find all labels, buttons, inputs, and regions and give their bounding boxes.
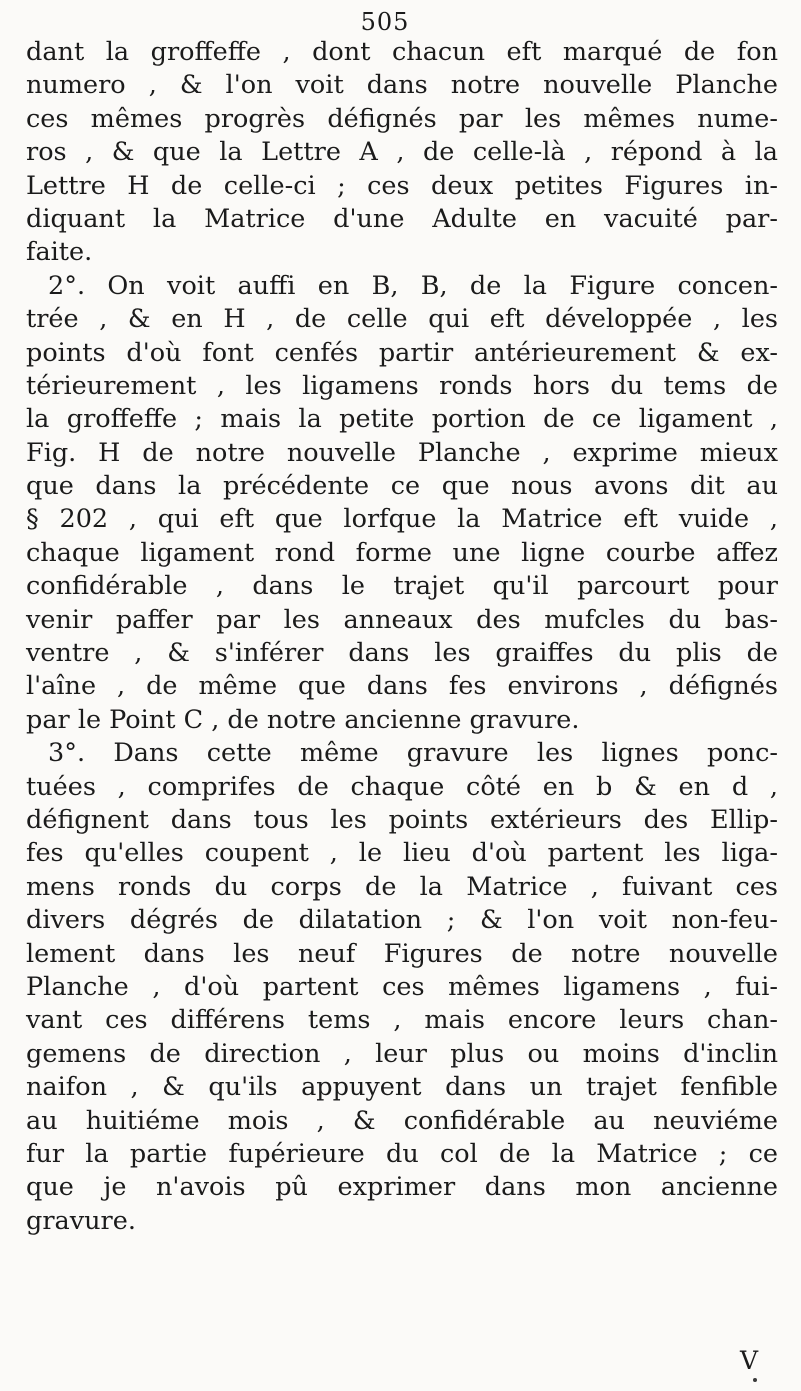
text-line: diquant la Matrice d'une Adulte en vacuité par- xyxy=(26,203,778,234)
text-line: Lettre H de celle-ci ; ces deux petites Figures in- xyxy=(26,170,778,201)
text-line: lement dans les neuf Figures de notre nouvelle xyxy=(26,938,778,969)
text-line: que dans la précédente ce que nous avons dit au xyxy=(26,471,778,502)
text-line: mens ronds du corps de la Matrice , fuivant ces xyxy=(26,871,778,902)
text-line: divers dégrés de dilatation ; & l'on voit non-feu- xyxy=(26,905,778,936)
text-line: que je n'avois pû exprimer dans mon ancienne xyxy=(26,1172,778,1203)
text-line: ventre , & s'inférer dans les graiffes du plis de xyxy=(26,638,778,669)
text-line: naifon , & qu'ils appuyent dans un trajet fenfible xyxy=(26,1072,778,1103)
text-line: chaque ligament rond forme une ligne courbe affez xyxy=(26,537,778,568)
text-line: confidérable , dans le trajet qu'il parcourt pour xyxy=(26,571,778,602)
text-line: ros , & que la Lettre A , de celle-là , répond à la xyxy=(26,137,778,168)
ink-dot xyxy=(753,1378,757,1382)
body-text xyxy=(26,36,778,1238)
text-line: 2°. On voit auffi en B, B, de la Figure concen- xyxy=(48,270,778,301)
text-line: au huitiéme mois , & confidérable au neuviéme xyxy=(26,1105,778,1136)
text-line: Planche , d'où partent ces mêmes ligamens , fui- xyxy=(26,971,778,1002)
text-line: 3°. Dans cette même gravure les lignes ponc- xyxy=(48,738,778,769)
page-number: 505 xyxy=(360,8,410,36)
text-line: ces mêmes progrès défignés par les mêmes nume- xyxy=(26,103,778,134)
text-line: la groffeffe ; mais la petite portion de ce ligament , xyxy=(26,404,778,435)
text-line: points d'où font cenfés partir antérieurement & ex- xyxy=(26,337,778,368)
text-line: numero , & l'on voit dans notre nouvelle Planche xyxy=(26,70,778,101)
text-line: vant ces différens tems , mais encore leurs chan- xyxy=(26,1005,778,1036)
text-line: gemens de direction , leur plus ou moins d'inclin xyxy=(26,1038,778,1069)
text-line: l'aîne , de même que dans fes environs , défignés xyxy=(26,671,778,702)
text-line: térieurement , les ligamens ronds hors du tems de xyxy=(26,370,778,401)
text-line: dant la groffeffe , dont chacun eft marqué de fon xyxy=(26,37,778,67)
text-line: défignent dans tous les points extérieurs des Ellip- xyxy=(26,804,778,835)
text-line: trée , & en H , de celle qui eft développée , les xyxy=(26,304,778,335)
catchword: V xyxy=(740,1346,759,1375)
text-line: § 202 , qui eft que lorfque la Matrice eft vuide , xyxy=(26,504,778,535)
text-line: par le Point C , de notre ancienne gravure. xyxy=(26,704,580,735)
text-line: fes qu'elles coupent , le lieu d'où partent les liga- xyxy=(26,838,778,869)
text-line: faite. xyxy=(26,237,93,268)
text-line: tuées , comprifes de chaque côté en b & en d , xyxy=(26,771,778,802)
text-line: Fig. H de notre nouvelle Planche , exprime mieux xyxy=(26,437,778,468)
text-line: fur la partie fupérieure du col de la Matrice ; ce xyxy=(26,1138,778,1169)
text-line: venir paffer par les anneaux des mufcles du bas- xyxy=(26,604,778,635)
text-line: gravure. xyxy=(26,1205,136,1236)
